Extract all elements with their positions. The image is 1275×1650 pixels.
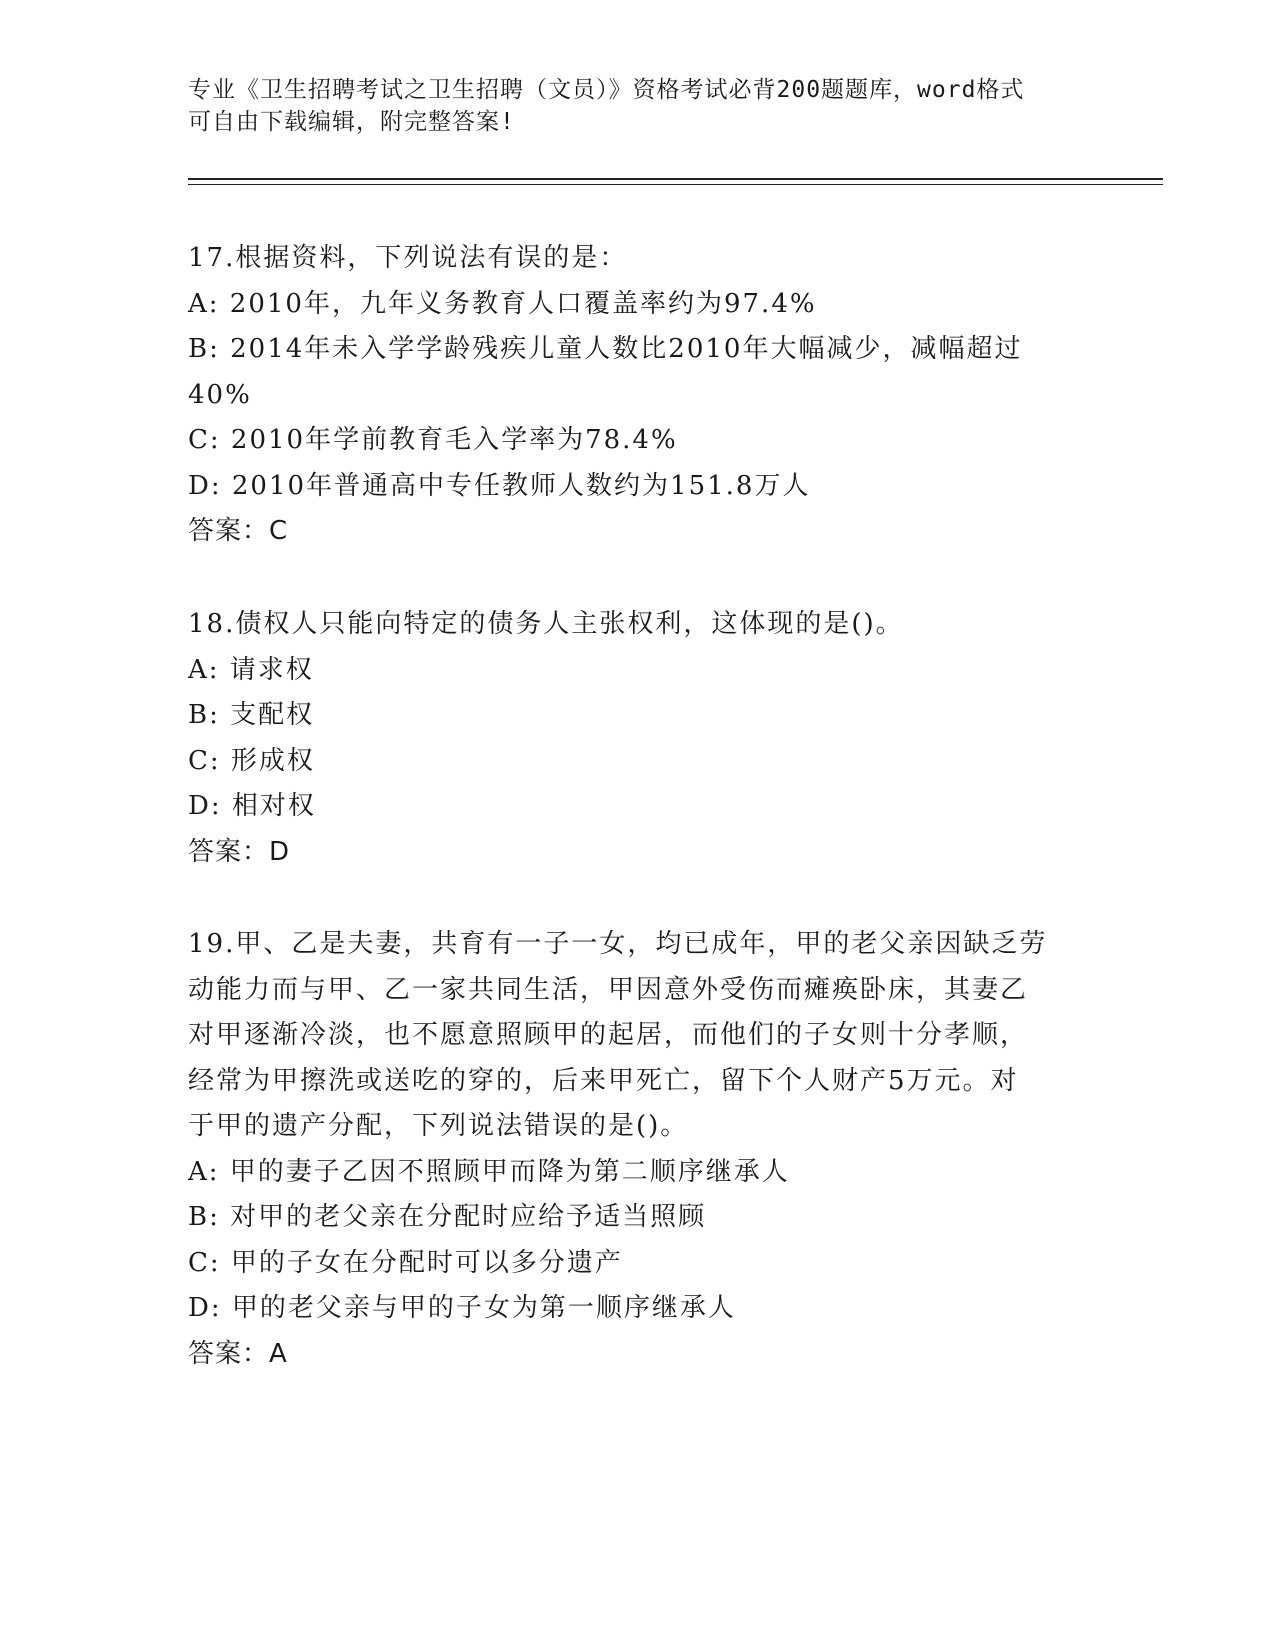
option-d: D: 甲的老父亲与甲的子女为第一顺序继承人 [188,1293,736,1323]
question-stem: 17.根据资料，下列说法有误的是： [188,243,628,273]
header-divider-thin [188,184,1163,185]
question-stem-line: 对甲逐渐冷淡，也不愿意照顾甲的起居，而他们的子女则十分孝顺， [188,1020,1029,1050]
question-18 [188,602,1088,875]
option-a: A: 请求权 [188,654,314,685]
option-c: C: 2010年学前教育毛入学率为78.4% [188,425,678,455]
document-header [188,74,1068,138]
option-a: A: 甲的妻子乙因不照顾甲而降为第二顺序继承人 [188,1156,790,1187]
question-stem-line: 动能力而与甲、乙一家共同生活，甲因意外受伤而瘫痪卧床，其妻乙 [188,974,1029,1005]
option-d: D: 相对权 [188,791,316,821]
option-b-continued: 40% [188,379,252,410]
option-b: B: 支配权 [188,700,315,730]
option-c: C: 甲的子女在分配时可以多分遗产 [188,1247,623,1278]
header-divider-thick [188,178,1163,180]
answer: 答案：A [188,1338,288,1369]
question-stem-line: 经常为甲擦洗或送吃的穿的，后来甲死亡，留下个人财产5万元。对 [188,1065,1019,1096]
header-line-2: 可自由下载编辑，附完整答案! [188,109,515,135]
question-17 [188,236,1088,555]
option-a: A: 2010年，九年义务教育人口覆盖率约为97.4% [188,288,817,319]
option-b: B: 对甲的老父亲在分配时应给予适当照顾 [188,1202,707,1232]
question-stem-line: 于甲的遗产分配，下列说法错误的是()。 [188,1111,689,1141]
question-stem-line: 19.甲、乙是夫妻，共育有一子一女，均已成年，甲的老父亲因缺乏劳 [188,929,1048,959]
option-c: C: 形成权 [188,745,315,776]
question-19 [188,922,1088,1377]
header-line-1: 专业《卫生招聘考试之卫生招聘（文员）》资格考试必背200题题库，word格式 [188,77,1025,103]
answer: 答案：C [188,516,289,546]
option-d: D: 2010年普通高中专任教师人数约为151.8万人 [188,470,811,501]
question-stem: 18.债权人只能向特定的债务人主张权利，这体现的是()。 [188,609,904,639]
answer: 答案：D [188,836,291,867]
option-b: B: 2014年未入学学龄残疾儿童人数比2010年大幅减少，减幅超过 [188,334,1023,364]
